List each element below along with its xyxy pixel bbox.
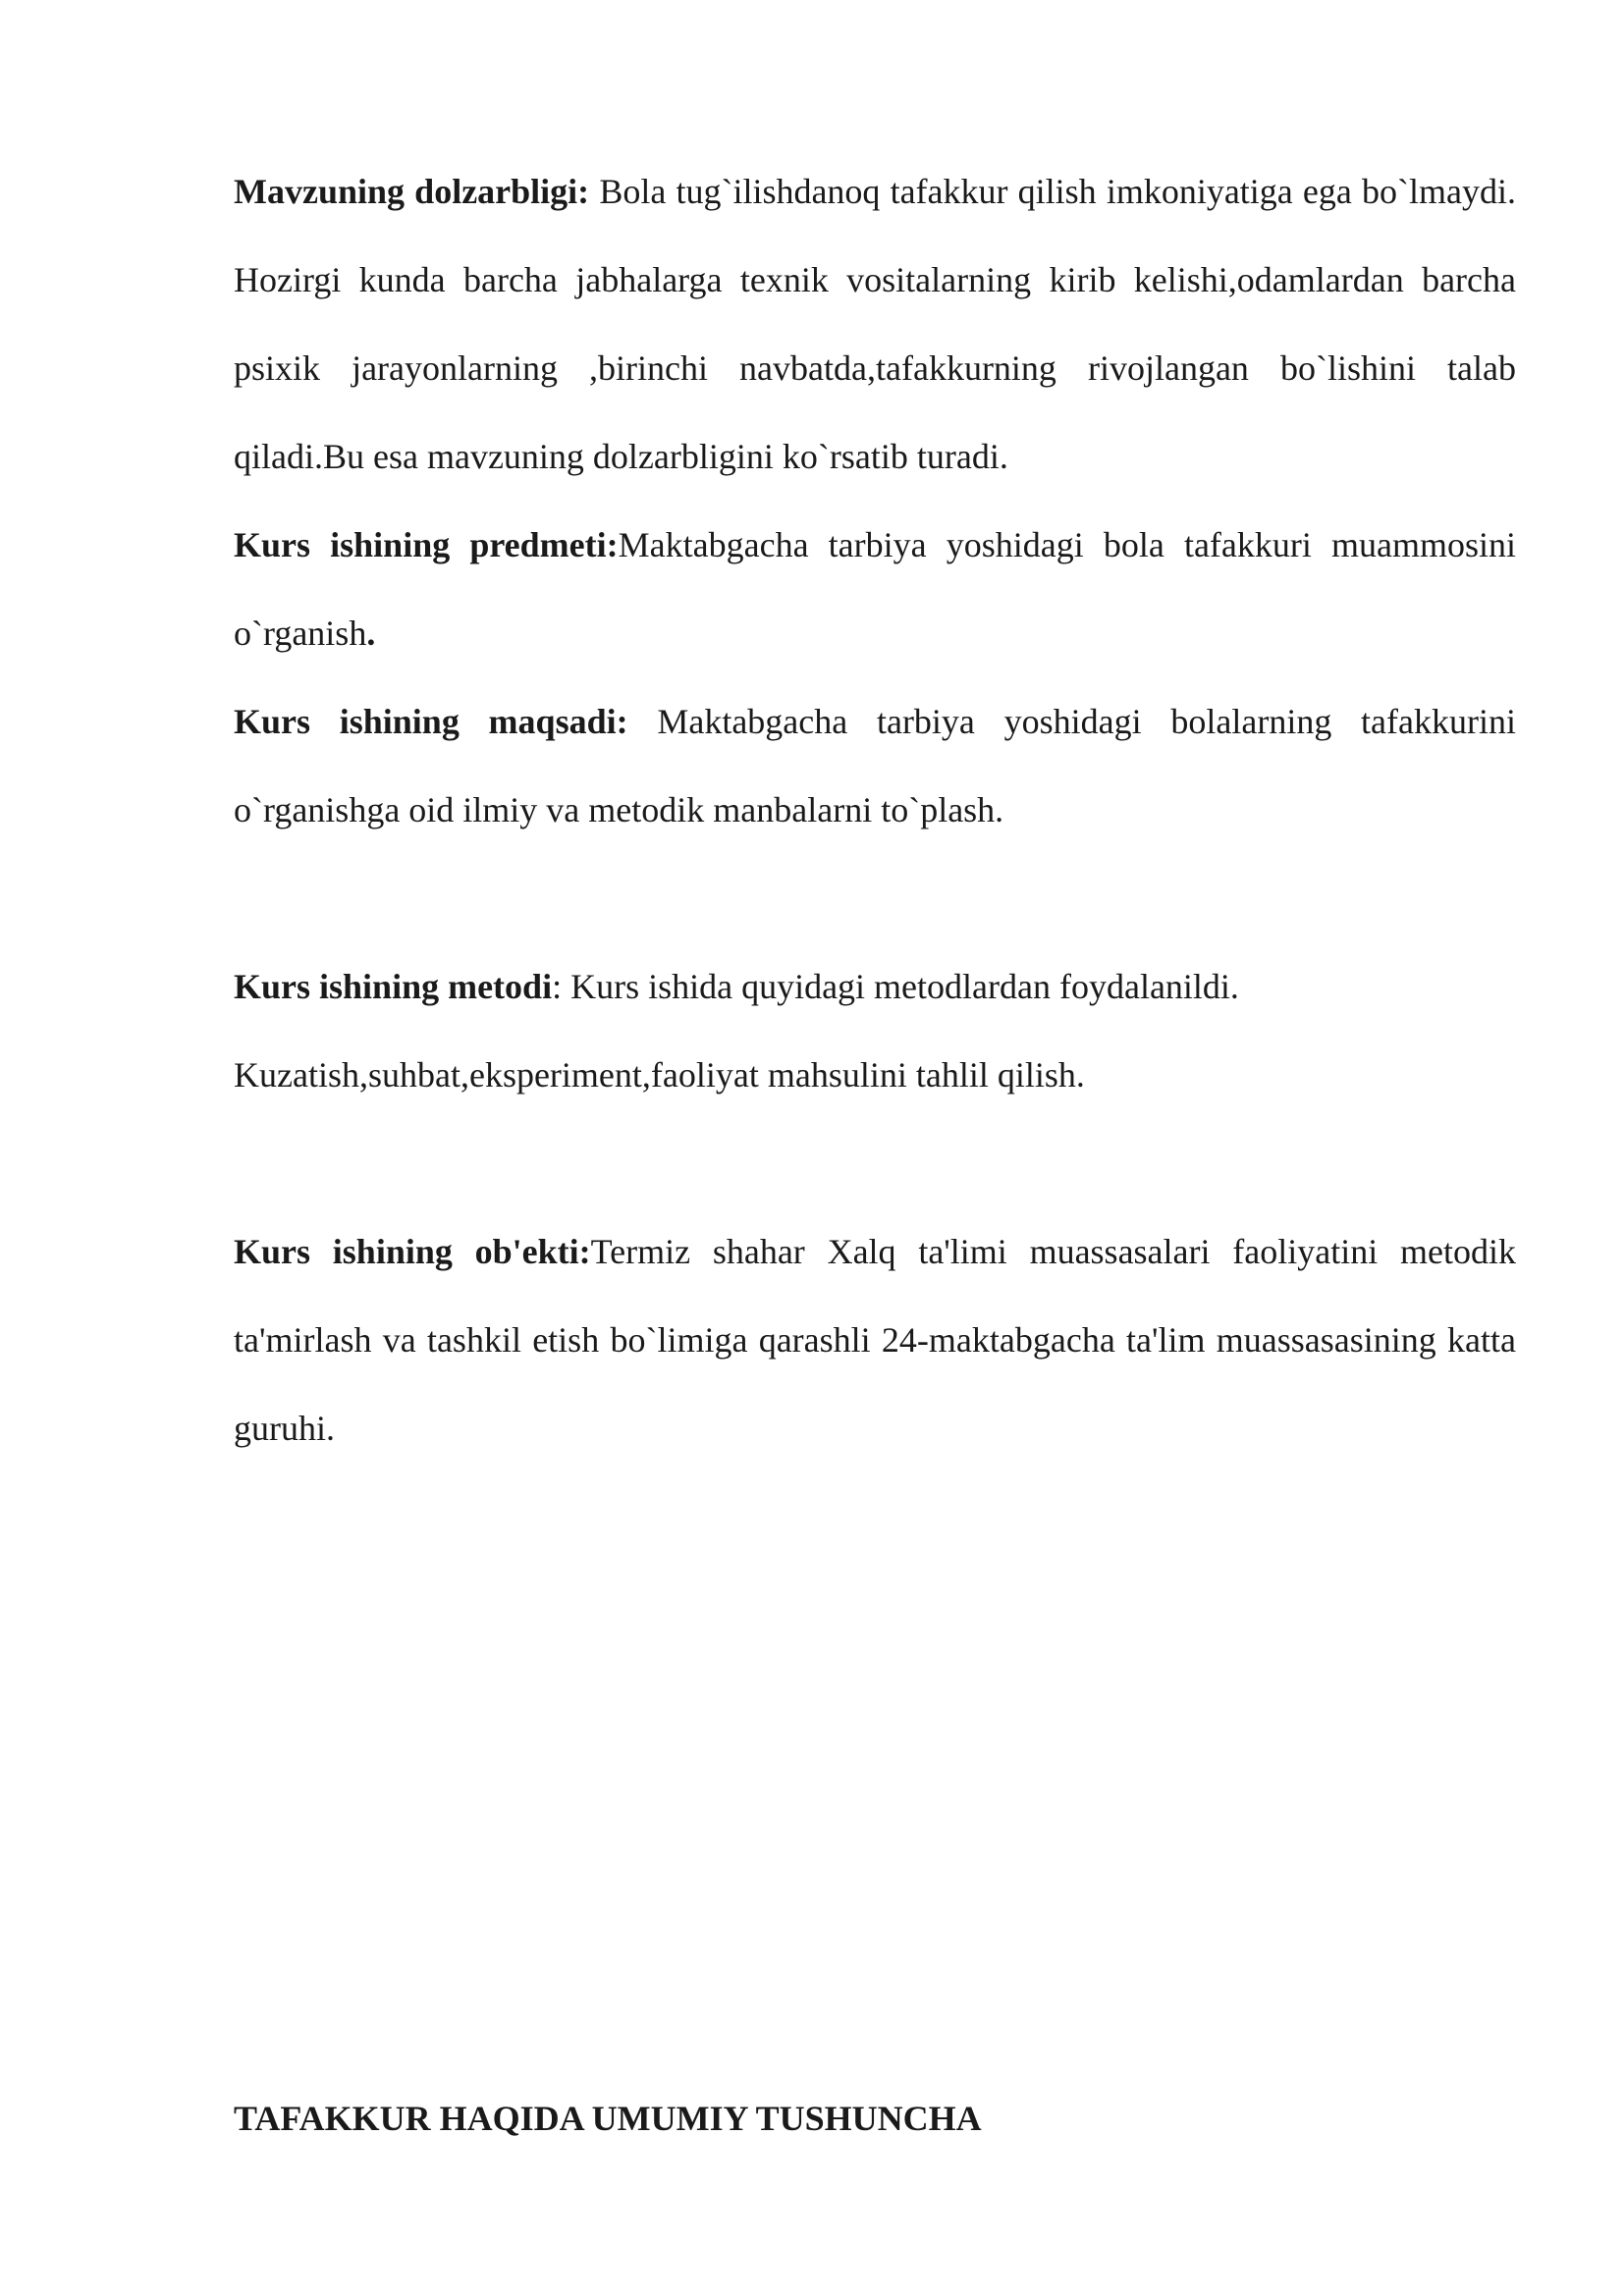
paragraph-label: Kurs ishining ob'ekti: [234, 1232, 591, 1271]
document-body [234, 147, 1516, 1472]
paragraph-text: Bola tug`ilishdanoq tafakkur qilish imkoniyatiga ega bo`lmaydi. Hozirgi kunda barcha jabhalarga texnik vositalarning kirib kelishi,odamlardan barcha psixik jarayonlarning ,birinchi navbatda,tafakkurning rivojlangan bo`lishini talab qiladi.Bu esa mavzuning dolzarbligini ko`rsatib turadi. [234, 172, 1516, 476]
paragraph-text: Termiz shahar Xalq ta'limi muassasalari faoliyatini metodik ta'mirlash va tashkil etish bo`limiga qarashli 24-maktabgacha ta'lim muassasasining katta guruhi. [234, 1232, 1516, 1448]
paragraph-text: : Kurs ishida quyidagi metodlardan foydalanildi. [552, 967, 1239, 1006]
paragraph-relevance [234, 147, 1516, 501]
section-heading: TAFAKKUR HAQIDA UMUMIY TUSHUNCHA [234, 2099, 982, 2138]
paragraph-label: Kurs ishining maqsadi: [234, 702, 628, 741]
paragraph-bold-period: . [366, 614, 376, 653]
paragraph-goal [234, 677, 1516, 854]
paragraph-object [234, 1207, 1516, 1472]
paragraph-label: Mavzuning dolzarbligi: [234, 172, 590, 211]
paragraph-label: Kurs ishining predmeti: [234, 525, 619, 564]
paragraph-text: Maktabgacha tarbiya yoshidagi bola tafakkuri muammosini o`rganish [234, 525, 1517, 653]
paragraph-text: Kuzatish,suhbat,eksperiment,faoliyat mahsulini tahlil qilish. [234, 1055, 1085, 1095]
paragraph-subject [234, 501, 1516, 677]
paragraph-label: Kurs ishining metodi [234, 967, 553, 1006]
paragraph-method [234, 942, 1516, 1031]
paragraph-method-list [234, 1031, 1516, 1119]
paragraph-text: Maktabgacha tarbiya yoshidagi bolalarning tafakkurini o`rganishga oid ilmiy va metodik manbalarni to`plash. [234, 702, 1516, 829]
